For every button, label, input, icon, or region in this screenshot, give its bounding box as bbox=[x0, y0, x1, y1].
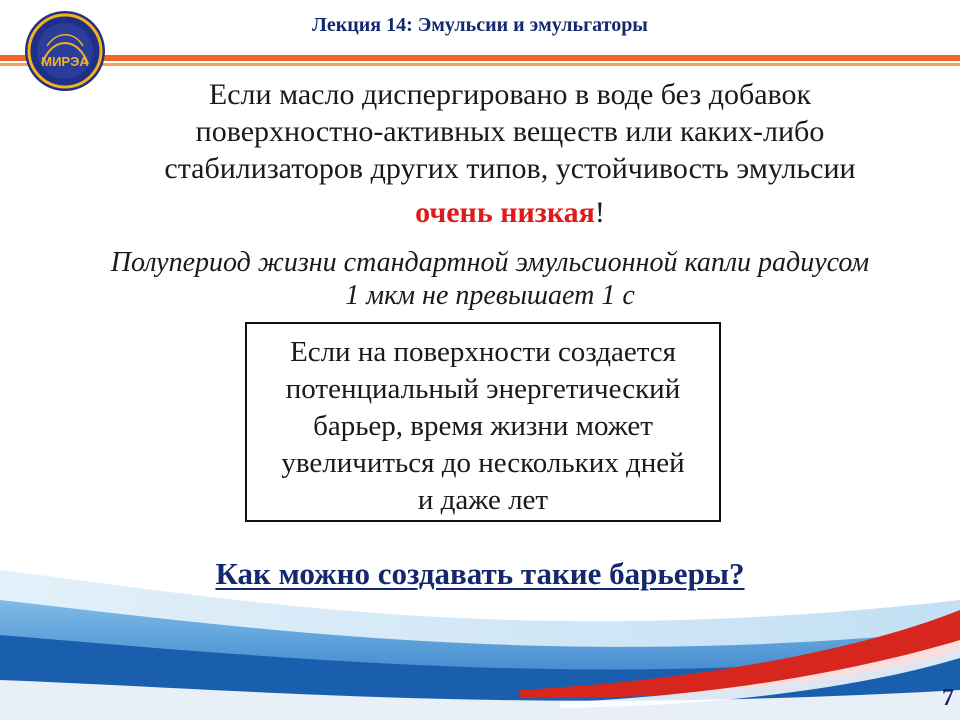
question-link[interactable]: Как можно создавать такие барьеры? bbox=[215, 556, 745, 591]
paragraph-line: поверхностно-активных веществ или каких-либо bbox=[195, 115, 825, 148]
stability-emphasis bbox=[110, 194, 910, 231]
paragraph-line: Если масло диспергировано в воде без добавок bbox=[208, 78, 812, 111]
question-container bbox=[0, 556, 960, 592]
lecture-title: Лекция 14: Эмульсии и эмульгаторы bbox=[312, 14, 648, 36]
note-line: потенциальный энергетический bbox=[285, 373, 681, 405]
paragraph-line: стабилизаторов других типов, устойчивость эмульсии bbox=[164, 152, 856, 185]
paragraph-line: 1 мкм не превышает 1 с bbox=[345, 280, 635, 311]
logo-text: МИРЭА bbox=[41, 54, 89, 69]
note-line: увеличиться до нескольких дней bbox=[281, 447, 685, 479]
emphasis-text: очень низкая bbox=[415, 196, 595, 229]
note-line: Если на поверхности создается bbox=[290, 336, 676, 368]
note-line: барьер, время жизни может bbox=[313, 410, 653, 442]
paragraph-stability bbox=[110, 76, 910, 187]
header-stripe bbox=[0, 50, 960, 72]
emphasis-suffix: ! bbox=[594, 196, 605, 229]
energy-barrier-note-box bbox=[245, 322, 721, 522]
note-line: и даже лет bbox=[417, 484, 549, 516]
paragraph-half-life bbox=[40, 246, 940, 312]
page-number: 7 bbox=[942, 685, 954, 711]
paragraph-line: Полупериод жизни стандартной эмульсионной капли радиусом bbox=[110, 247, 870, 278]
